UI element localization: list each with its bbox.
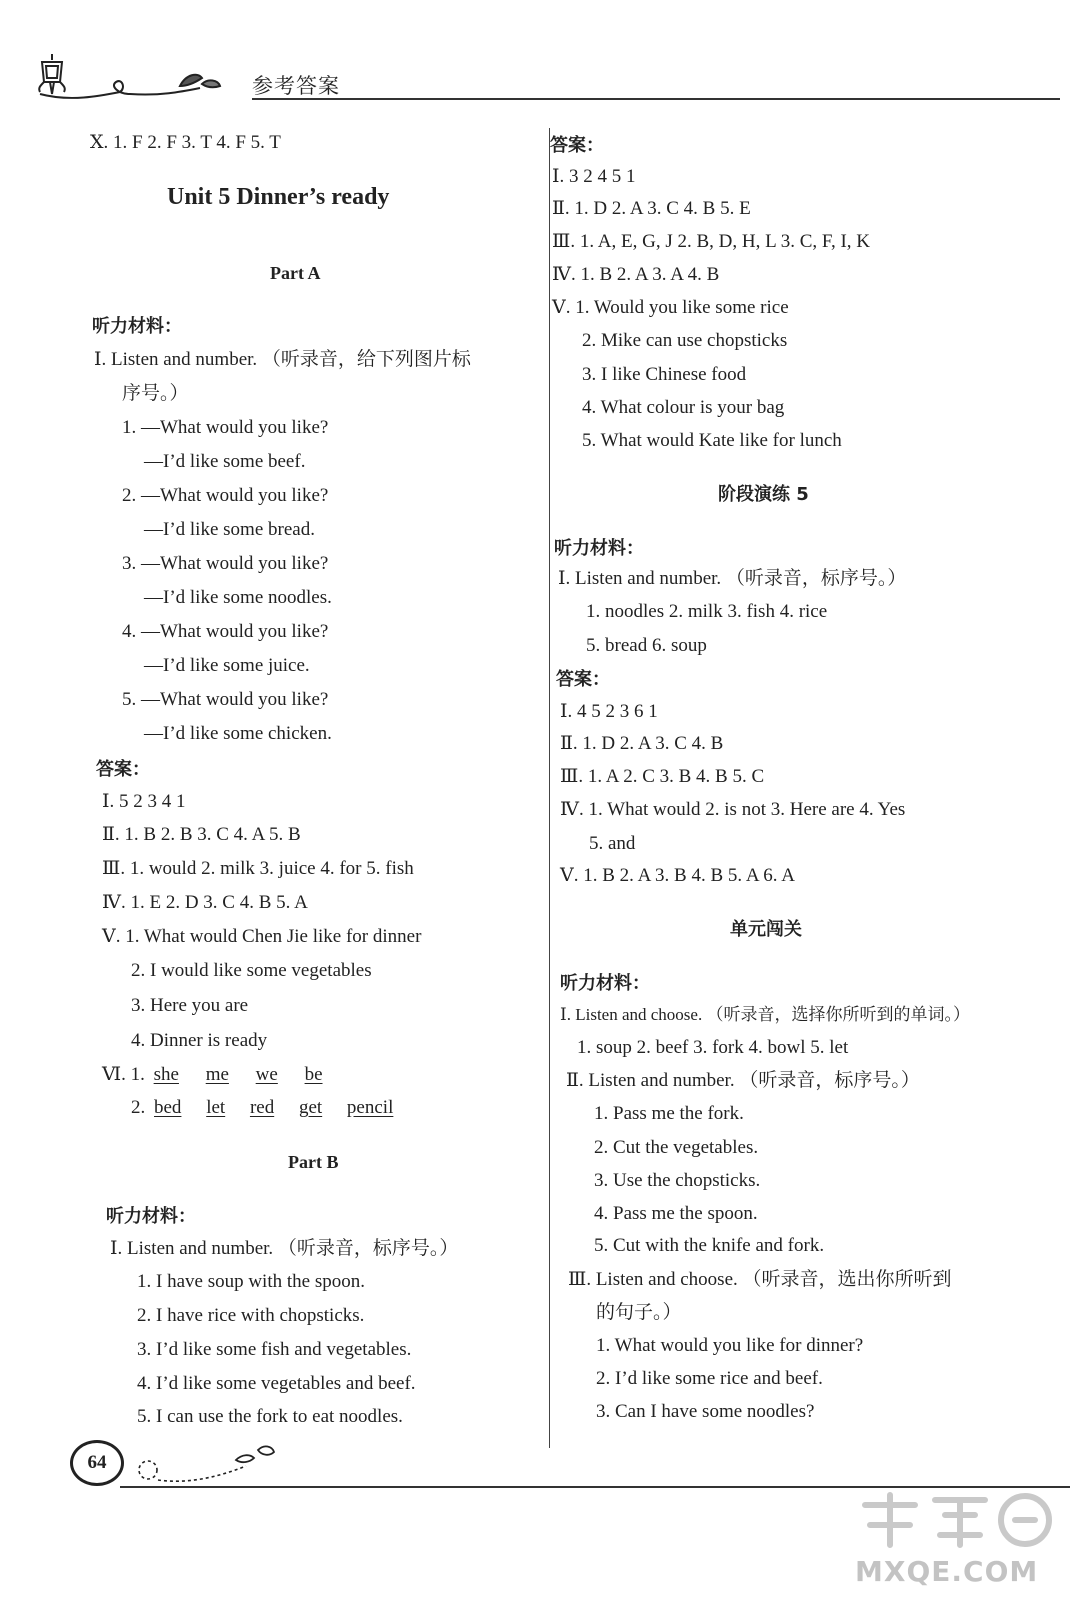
dialogue-line: 3. I’d like some fish and vegetables. <box>137 1339 412 1360</box>
underlined-word: me <box>205 1064 229 1085</box>
answer-line: 5. What would Kate like for lunch <box>582 430 842 451</box>
dialogue-line: 4. —What would you like? <box>122 621 329 642</box>
dialogue-line: 2. Cut the vegetables. <box>594 1137 759 1158</box>
answer-line: Ⅳ. 1. What would 2. is not 3. Here are 4. Yes <box>560 799 906 820</box>
answer-line: Ⅱ. 1. D 2. A 3. C 4. B 5. E <box>552 198 751 219</box>
answer-line: Ⅲ. 1. would 2. milk 3. juice 4. for 5. fish <box>102 858 414 879</box>
answer-line: 4. What colour is your bag <box>582 397 785 418</box>
question-line: 序号。） <box>122 383 189 404</box>
answers-label: 答案： <box>556 669 610 690</box>
header-rule <box>252 98 1060 100</box>
answer-line: 2. I would like some vegetables <box>131 960 372 981</box>
answer-line: Ⅳ. 1. B 2. A 3. A 4. B <box>552 264 720 285</box>
answer-line: Ⅴ. 1. What would Chen Jie like for dinner <box>102 926 422 947</box>
dialogue-line: 1. I have soup with the spoon. <box>137 1271 365 1292</box>
dialogue-line: —I’d like some chicken. <box>144 723 332 744</box>
dialogue-line: 3. —What would you like? <box>122 553 329 574</box>
answer-line: Ⅴ. 1. B 2. A 3. B 4. B 5. A 6. A <box>560 865 795 886</box>
answer-line: 1. soup 2. beef 3. fork 4. bowl 5. let <box>577 1037 849 1058</box>
answers-label: 答案： <box>96 759 150 780</box>
question-line: Ⅰ. Listen and number. （听录音，标序号。） <box>558 568 907 589</box>
dialogue-line: —I’d like some beef. <box>144 451 306 472</box>
question-line: 的句子。） <box>596 1302 682 1323</box>
dialogue-line: 2. I have rice with chopsticks. <box>137 1305 365 1326</box>
dialogue-line: —I’d like some juice. <box>144 655 310 676</box>
page-number: 64 <box>70 1440 124 1486</box>
item-number: Ⅵ. 1. <box>102 1064 145 1085</box>
dialogue-line: —I’d like some bread. <box>144 519 315 540</box>
question-line: Ⅰ. Listen and number. （听录音，标序号。） <box>110 1238 459 1259</box>
listening-material-label: 听力材料： <box>92 316 182 337</box>
watermark-text: MXQE.COM <box>855 1555 1039 1588</box>
underlined-word: be <box>304 1064 323 1085</box>
lamp-vine-decoration-icon <box>30 48 240 104</box>
dialogue-line: 4. Pass me the spoon. <box>594 1203 758 1224</box>
answer-line-words <box>131 1096 393 1120</box>
stage-practice-heading: 阶段演练 5 <box>718 484 809 505</box>
answer-line: Ⅴ. 1. Would you like some rice <box>552 297 789 318</box>
answer-line: 5. bread 6. soup <box>586 635 707 656</box>
dialogue-line: 4. I’d like some vegetables and beef. <box>137 1373 416 1394</box>
answer-line: Ⅲ. 1. A, E, G, J 2. B, D, H, L 3. C, F, I, K <box>552 231 870 252</box>
dialogue-line: 5. Cut with the knife and fork. <box>594 1235 825 1256</box>
part-a-heading: Part A <box>270 263 321 283</box>
question-line: Ⅱ. Listen and number. （听录音，标序号。） <box>566 1070 920 1091</box>
answer-line: Ⅱ. 1. D 2. A 3. C 4. B <box>560 733 724 754</box>
underlined-word: she <box>153 1064 179 1085</box>
answer-line: Ⅰ. 4 5 2 3 6 1 <box>560 701 658 722</box>
answer-line: Ⅰ. 5 2 3 4 1 <box>102 791 186 812</box>
part-b-heading: Part B <box>288 1152 339 1172</box>
dialogue-line: 3. Can I have some noodles? <box>596 1401 815 1422</box>
dialogue-line: 1. —What would you like? <box>122 417 329 438</box>
listening-material-label: 听力材料： <box>554 538 644 559</box>
dialogue-line: 2. I’d like some rice and beef. <box>596 1368 823 1389</box>
answer-line: Ⅲ. 1. A 2. C 3. B 4. B 5. C <box>560 766 765 787</box>
answers-label: 答案： <box>550 135 604 156</box>
underlined-word: bed <box>154 1097 182 1118</box>
dialogue-line: 2. —What would you like? <box>122 485 329 506</box>
dialogue-line: 1. Pass me the fork. <box>594 1103 744 1124</box>
question-line: Ⅰ. Listen and number. （听录音，给下列图片标 <box>94 349 471 370</box>
item-number: 2. <box>131 1097 146 1118</box>
underlined-word: let <box>206 1097 226 1118</box>
answer-line: Ⅱ. 1. B 2. B 3. C 4. A 5. B <box>102 824 301 845</box>
unit-title: Unit 5 Dinner’s ready <box>167 184 390 210</box>
listening-material-label: 听力材料： <box>106 1206 196 1227</box>
column-divider <box>549 128 550 1448</box>
answer-line: 2. Mike can use chopsticks <box>582 330 788 351</box>
listening-material-label: 听力材料： <box>560 973 650 994</box>
dialogue-line: 3. Use the chopsticks. <box>594 1170 761 1191</box>
answer-line: 3. Here you are <box>131 995 249 1016</box>
question-line: Ⅰ. Listen and choose. （听录音，选择你所听到的单词。） <box>560 1005 970 1024</box>
answer-line: Ⅳ. 1. E 2. D 3. C 4. B 5. A <box>102 892 308 913</box>
answer-line: Ⅰ. 3 2 4 5 1 <box>552 166 636 187</box>
question-line: Ⅲ. Listen and choose. （听录音，选出你所听到 <box>568 1269 952 1290</box>
site-watermark <box>855 1485 1065 1595</box>
underlined-word: pencil <box>346 1097 394 1118</box>
answer-line: 3. I like Chinese food <box>582 364 747 385</box>
answer-line: 1. noodles 2. milk 3. fish 4. rice <box>586 601 828 622</box>
page-header <box>30 48 1060 108</box>
header-title: 参考答案 <box>252 74 340 98</box>
bird-doodle-icon <box>126 1440 286 1490</box>
dialogue-line: 5. —What would you like? <box>122 689 329 710</box>
unit-check-heading: 单元闯关 <box>730 919 802 940</box>
dialogue-line: 1. What would you like for dinner? <box>596 1335 864 1356</box>
underlined-word: get <box>298 1097 323 1118</box>
underlined-word: we <box>255 1064 278 1085</box>
answer-line: 4. Dinner is ready <box>131 1030 268 1051</box>
dialogue-line: 5. I can use the fork to eat noodles. <box>137 1406 403 1427</box>
answer-line: 5. and <box>589 833 636 854</box>
dialogue-line: —I’d like some noodles. <box>144 587 332 608</box>
underlined-word: red <box>249 1097 275 1118</box>
answer-line-words <box>102 1063 323 1087</box>
answer-line: Ⅹ. 1. F 2. F 3. T 4. F 5. T <box>90 132 281 153</box>
watermark-logo-icon <box>855 1485 1065 1555</box>
